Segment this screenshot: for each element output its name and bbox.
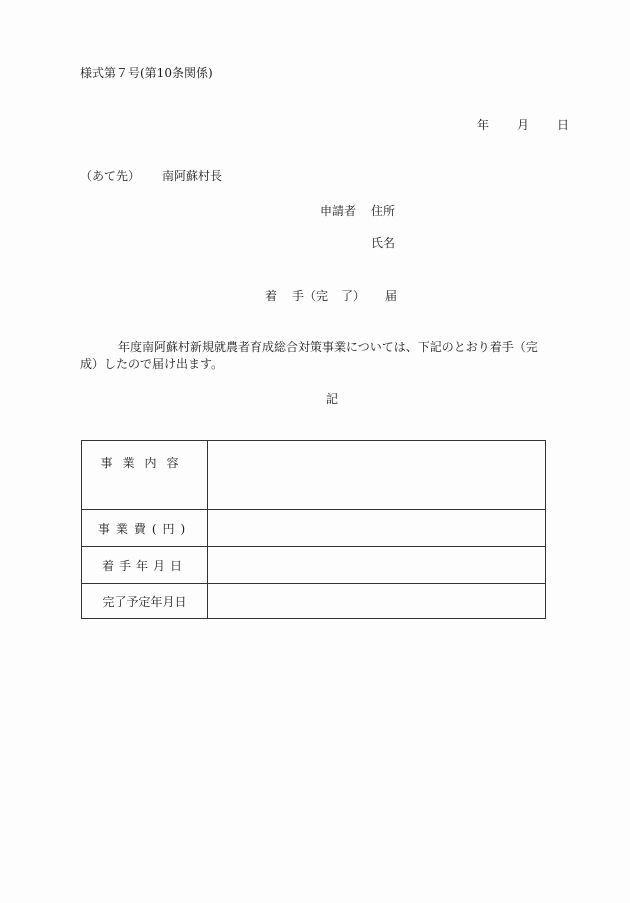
form-number: 様式第７号(第10条関係)	[80, 66, 213, 80]
table-row	[82, 441, 546, 510]
body-line-1: 年度南阿蘇村新規就農者育成総合対策事業については、下記のとおり着手（完	[118, 340, 538, 354]
applicant-label: 申請者	[320, 204, 357, 218]
title-part-4: 届	[385, 289, 398, 303]
date-day-label: 日	[557, 118, 570, 132]
ki-heading: 記	[326, 392, 339, 406]
addressee-name: 南阿蘇村長	[162, 169, 223, 183]
value-business-content[interactable]	[208, 441, 546, 510]
label-business-content: 事業内容	[82, 441, 208, 510]
title-part-3: 了）	[341, 289, 366, 303]
applicant-name-label: 氏名	[371, 236, 396, 250]
date-month-label: 月	[517, 118, 530, 132]
date-year-label: 年	[477, 118, 490, 132]
title-part-1: 着	[265, 289, 278, 303]
label-start-date: 着手年月日	[82, 547, 208, 584]
table-row	[82, 584, 546, 619]
label-business-cost: 事業費(円)	[82, 510, 208, 547]
addressee-prefix: （あて先）	[80, 169, 141, 183]
table-row	[82, 547, 546, 584]
body-paragraph	[80, 339, 584, 373]
value-completion-date[interactable]	[208, 584, 546, 619]
applicant-address-label: 住所	[371, 204, 396, 218]
addressee	[80, 169, 222, 183]
value-business-cost[interactable]	[208, 510, 546, 547]
value-start-date[interactable]	[208, 547, 546, 584]
title-part-2: 手（完	[292, 289, 329, 303]
label-completion-date: 完了予定年月日	[82, 584, 208, 619]
body-line-2: 成）したので届け出ます。	[80, 357, 224, 371]
details-table	[81, 440, 546, 619]
table-row	[82, 510, 546, 547]
